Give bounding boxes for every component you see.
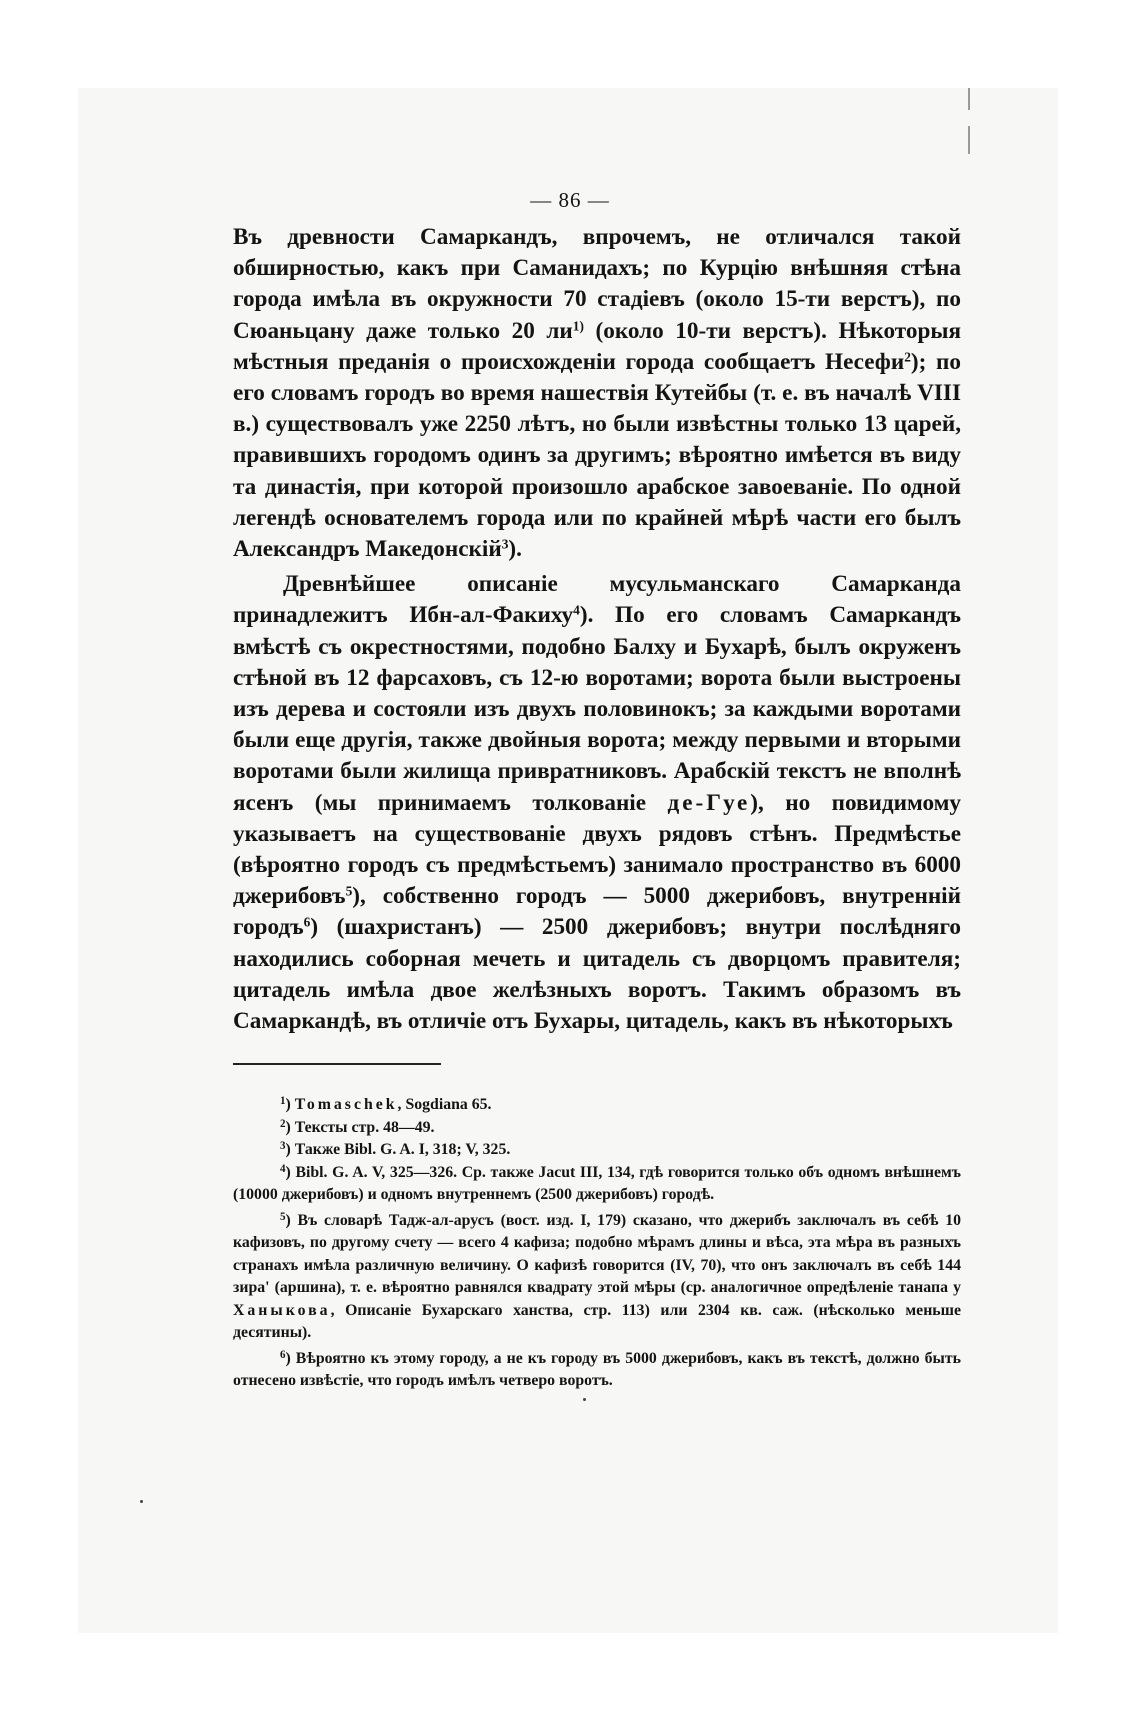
text-run: ), собственно городъ — 5000 джерибовъ, внутренній городъ [233,883,961,941]
spaced-name: Ханыкова [233,1301,331,1319]
footnote: $^2$) Тексты стр. 48—49. [280,1117,435,1136]
text-run: ), но повидимому указываетъ на существованіе двухъ рядовъ стѣнъ. Предмѣстье (вѣроятно городъ съ предмѣстьемъ) занимало пространство въ 6000 джерибовъ [233,789,961,910]
footnote: $^5$) Въ словарѣ Тадж-ал-арусъ (вост. изд. I, 179) сказано, что джерибъ заключалъ въ себѣ 10 кафизовъ, по другому счету — всего 4 кафиза; подобно мѣрамъ длины и вѣса, эта мѣра въ разныхъ странахъ имѣла различную величину. О кафизѣ говорится (IV, 70), что онъ заключалъ въ себѣ 144 зира' (аршина), т. е. вѣроятно равнялся квадрату этой мѣры (ср. аналогичное опредѣленіе танапа у Ханыкова, Описаніе Бухарскаго ханства, стр. 113) или 2304 кв. саж. (нѣсколько меньше десятины). [233,1210,961,1341]
footnote-ref[interactable]: 1) [572,318,584,334]
spaced-name: де-Гуе [667,789,751,816]
text-run: ). [508,536,522,563]
footnote-marker: 6 [280,1348,286,1361]
text-run: ) (шахристанъ) — 2500 джерибовъ; внутри послѣдняго находились соборная мечеть и цитадель съ дворцомъ правителя; цитадель имѣла двое желѣзныхъ воротъ. Такимъ образомъ въ Самаркандѣ, въ отличіе отъ Бухары, цитадель, какъ въ нѣкоторыхъ [233,914,961,1035]
footnote-ref-number: 5 [345,883,353,899]
footnote-ref-number: 1 [572,318,580,334]
scan-edge-mark [968,88,970,110]
text-run: Древнѣйшее описаніе мусульманскаго Самарканда принадлежитъ Ибн-ал-Факиху [233,571,961,629]
footnote-ref-number: 3 [501,536,509,552]
footnote-marker: 1 [280,1095,286,1108]
footnote: $^1$) Tomaschek, Sogdiana 65. [280,1095,492,1113]
footnote: $^6$) Вѣроятно къ этому городу, а не къ городу въ 5000 джерибовъ, какъ въ текстѣ, должно быть отнесено извѣстіе, что городъ имѣлъ четверо воротъ. [233,1348,961,1389]
main-text [233,222,961,1037]
page-number: — 86 — [530,188,610,212]
footnote-ref[interactable] [904,349,911,364]
footnote-ref-number: 2 [904,349,911,365]
text-run: ). По его словамъ Самаркандъ вмѣстѣ съ окрестностями, подобно Балху и Бухарѣ, былъ окруженъ стѣной въ 12 фарсаховъ, съ 12-ю воротами; ворота были выстроены изъ дерева и состояли изъ двухъ половинокъ; за каждыми воротами были еще другія, также двойныя ворота; между первыми и вторыми воротами были жилища привратниковъ. Арабскій текстъ не вполнѣ ясенъ (мы принимаемъ толкованіе [233,602,961,816]
scan-speck [583,1398,586,1401]
footnote-marker: 5 [280,1210,286,1223]
paragraph [233,222,961,565]
footnote-marker: 3 [280,1140,286,1153]
scan-edge-mark [968,126,970,154]
paragraph [233,569,961,1037]
footnote-marker: 4 [280,1162,286,1175]
spaced-name: Tomaschek [294,1096,398,1113]
footnote-ref-number: 4 [573,603,580,619]
footnote-ref-number: 6 [303,915,311,931]
text-run: ); по его словамъ городъ во время нашествія Кутейбы (т. е. въ началѣ VIII в.) существовалъ уже 2250 лѣтъ, но были извѣстны только 13 царей, правившихъ городомъ одинъ за другимъ; вѣроятно имѣется въ виду та династія, при которой произошло арабское завоеваніе. По одной легендѣ основателемъ города или по крайней мѣрѣ части его былъ Александръ Македонскій [233,348,961,563]
footnote: $^3$) Также Bibl. G. A. I, 318; V, 325. [280,1140,511,1158]
footnotes [233,1094,961,1396]
footnote-separator [233,1063,441,1065]
footnote-ref[interactable] [573,603,580,618]
scan-speck [140,1500,143,1503]
footnote-marker: 2 [280,1117,286,1130]
footnote: $^4$) Bibl. G. A. V, 325—326. Ср. также Jacut III, 134, гдѣ говорится только объ одномъ внѣшнемъ (10000 джерибовъ) и одномъ внутреннемъ (2500 джерибовъ) городѣ. [233,1162,961,1203]
text-run: Въ древности Самаркандъ, впрочемъ, не отличался такой обширностью, какъ при Саманидахъ; по Курцію внѣшняя стѣна города имѣла въ окружности 70 стадіевъ (около 15-ти верстъ), по Сюаньцану даже только 20 ли [233,224,961,344]
text-run: (около 10-ти верстъ). Нѣкоторыя мѣстныя преданія о происхожденіи города сообщаетъ Несефи [233,317,961,375]
